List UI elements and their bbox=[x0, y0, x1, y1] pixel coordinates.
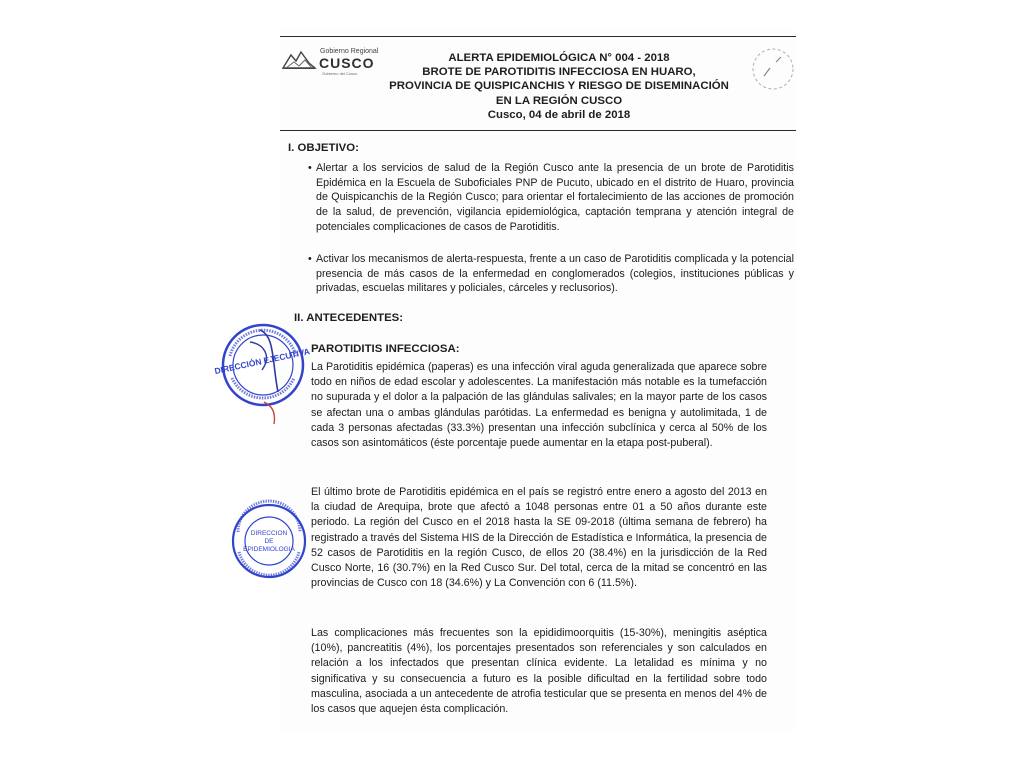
red-signature-mark bbox=[262, 400, 280, 426]
document-title bbox=[380, 51, 738, 122]
logo-cusco-text: CUSCO bbox=[319, 55, 375, 71]
bullet-icon: • bbox=[308, 162, 312, 174]
direccion-ejecutiva-stamp bbox=[213, 322, 311, 408]
bullet-icon: • bbox=[308, 253, 312, 265]
antecedentes-paragraph: La Parotiditis epidémica (paperas) es una infección viral aguda generalizada que aparece sobre todo en niños de edad escolar y adolescentes. La manifestación más notable es la tumefacción no supurada y el dolor a la palpación de las glándulas salivales; en la mayor parte de los casos se afectan una o ambas glándulas parótidas. La enfermedad es benigna y autolimitada, 1 de cada 3 personas afectadas (33.3%) presentan una infección subclínica y cerca al 50% de los casos son asintomáticos (éste porcentaje puede aumentar en la etapa post-puberal). bbox=[311, 361, 767, 450]
direccion-epidemiologia-stamp bbox=[230, 502, 308, 580]
document-page bbox=[280, 30, 796, 730]
section-objetivo-heading: I. OBJETIVO: bbox=[288, 142, 359, 154]
title-line: PROVINCIA DE QUISPICANCHIS Y RIESGO DE DISEMINACIÓN bbox=[389, 80, 729, 93]
title-line: EN LA REGIÓN CUSCO bbox=[495, 94, 623, 107]
bullet-text: Alertar a los servicios de salud de la Región Cusco ante la presencia de un brote de Parotiditis Epidémica en la Escuela de Suboficiales PNP de Pucuto, ubicado en el distrito de Huaro, provincia de Quispicanchis de la Región Cusco; para orientar el fortalecimiento de las acciones de promoción de la salud, de prevención, vigilancia epidemiológica, captación temprana y atención integral de potenciales complicaciones de casos de Parotiditis. bbox=[316, 162, 794, 233]
antecedentes-paragraph: El último brote de Parotiditis epidémica en el país se registró entre enero a agosto del 2013 en la ciudad de Arequipa, brote que afectó a 1048 personas entre 01 a 50 años durante este periodo. La región del Cusco en el 2018 hasta la SE 09-2018 (última semana de febrero) ha registrado a través del Sistema HIS de la Dirección de Estadística e Informática, la presencia de 52 casos de Parotiditis en la región Cusco, de ellos 20 (38.4%) en la jurisdicción de la Red Cusco Norte, 16 (30.7%) en la Red Cusco Sur. Del total, cerca de la mitad se concentró en las provincias de Cusco con 18 (34.6%) y La Convención con 6 (11.5%). bbox=[311, 486, 767, 590]
faint-seal-stamp-icon bbox=[750, 46, 796, 92]
stamp-epi-line: DE bbox=[264, 538, 274, 545]
title-line: BROTE DE PAROTIDITIS INFECCIOSA EN HUARO, bbox=[422, 66, 696, 79]
objetivo-bullet bbox=[308, 252, 794, 296]
bullet-text: Activar los mecanismos de alerta-respuesta, frente a un caso de Parotiditis complicada y la potencial presencia de más casos de la enfermedad en conglomerados (colegios, instituciones públicas y privadas, escuelas militares y policiales, cárceles y reclusorios). bbox=[316, 253, 794, 295]
logo-gobierno-text: Gobierno Regional bbox=[320, 48, 379, 55]
section-antecedentes-heading: II. ANTECEDENTES: bbox=[294, 312, 404, 324]
logo-tagline: Gobierno del Cusco bbox=[322, 71, 358, 76]
date-line: Cusco, 04 de abril de 2018 bbox=[487, 108, 631, 121]
header-top-rule bbox=[280, 36, 796, 37]
antecedentes-paragraph: Las complicaciones más frecuentes son la epididimoorquitis (15-30%), meningitis aséptica (10%), pancreatitis (4%), los porcentajes presentados son referenciales y son calculados en relación a los infectados que presentan clínica evidente. La letalidad es mínima y no significativa y su consecuencia a futuro es la posible dificultad en la fertilidad sobre todo masculina, asociada a un antecedente de atrofia testicular que se presenta en menos del 4% de los casos que aquejen ésta complicación. bbox=[311, 627, 767, 716]
objetivo-bullet bbox=[308, 161, 794, 235]
mountain-logo-icon bbox=[282, 48, 316, 70]
stamp-epi-line: DIRECCION bbox=[250, 530, 288, 537]
header-bottom-rule bbox=[280, 130, 796, 131]
parotiditis-subheading: PAROTIDITIS INFECCIOSA: bbox=[311, 343, 460, 355]
title-line: ALERTA EPIDEMIOLÓGICA N° 004 - 2018 bbox=[448, 52, 670, 64]
gobierno-regional-cusco-logo bbox=[282, 46, 379, 76]
stamp-epi-line: EPIDEMIOLOGIA bbox=[243, 546, 295, 553]
stamp-executive-text: DIRECCIÓN EJECUTIVA bbox=[213, 346, 311, 377]
